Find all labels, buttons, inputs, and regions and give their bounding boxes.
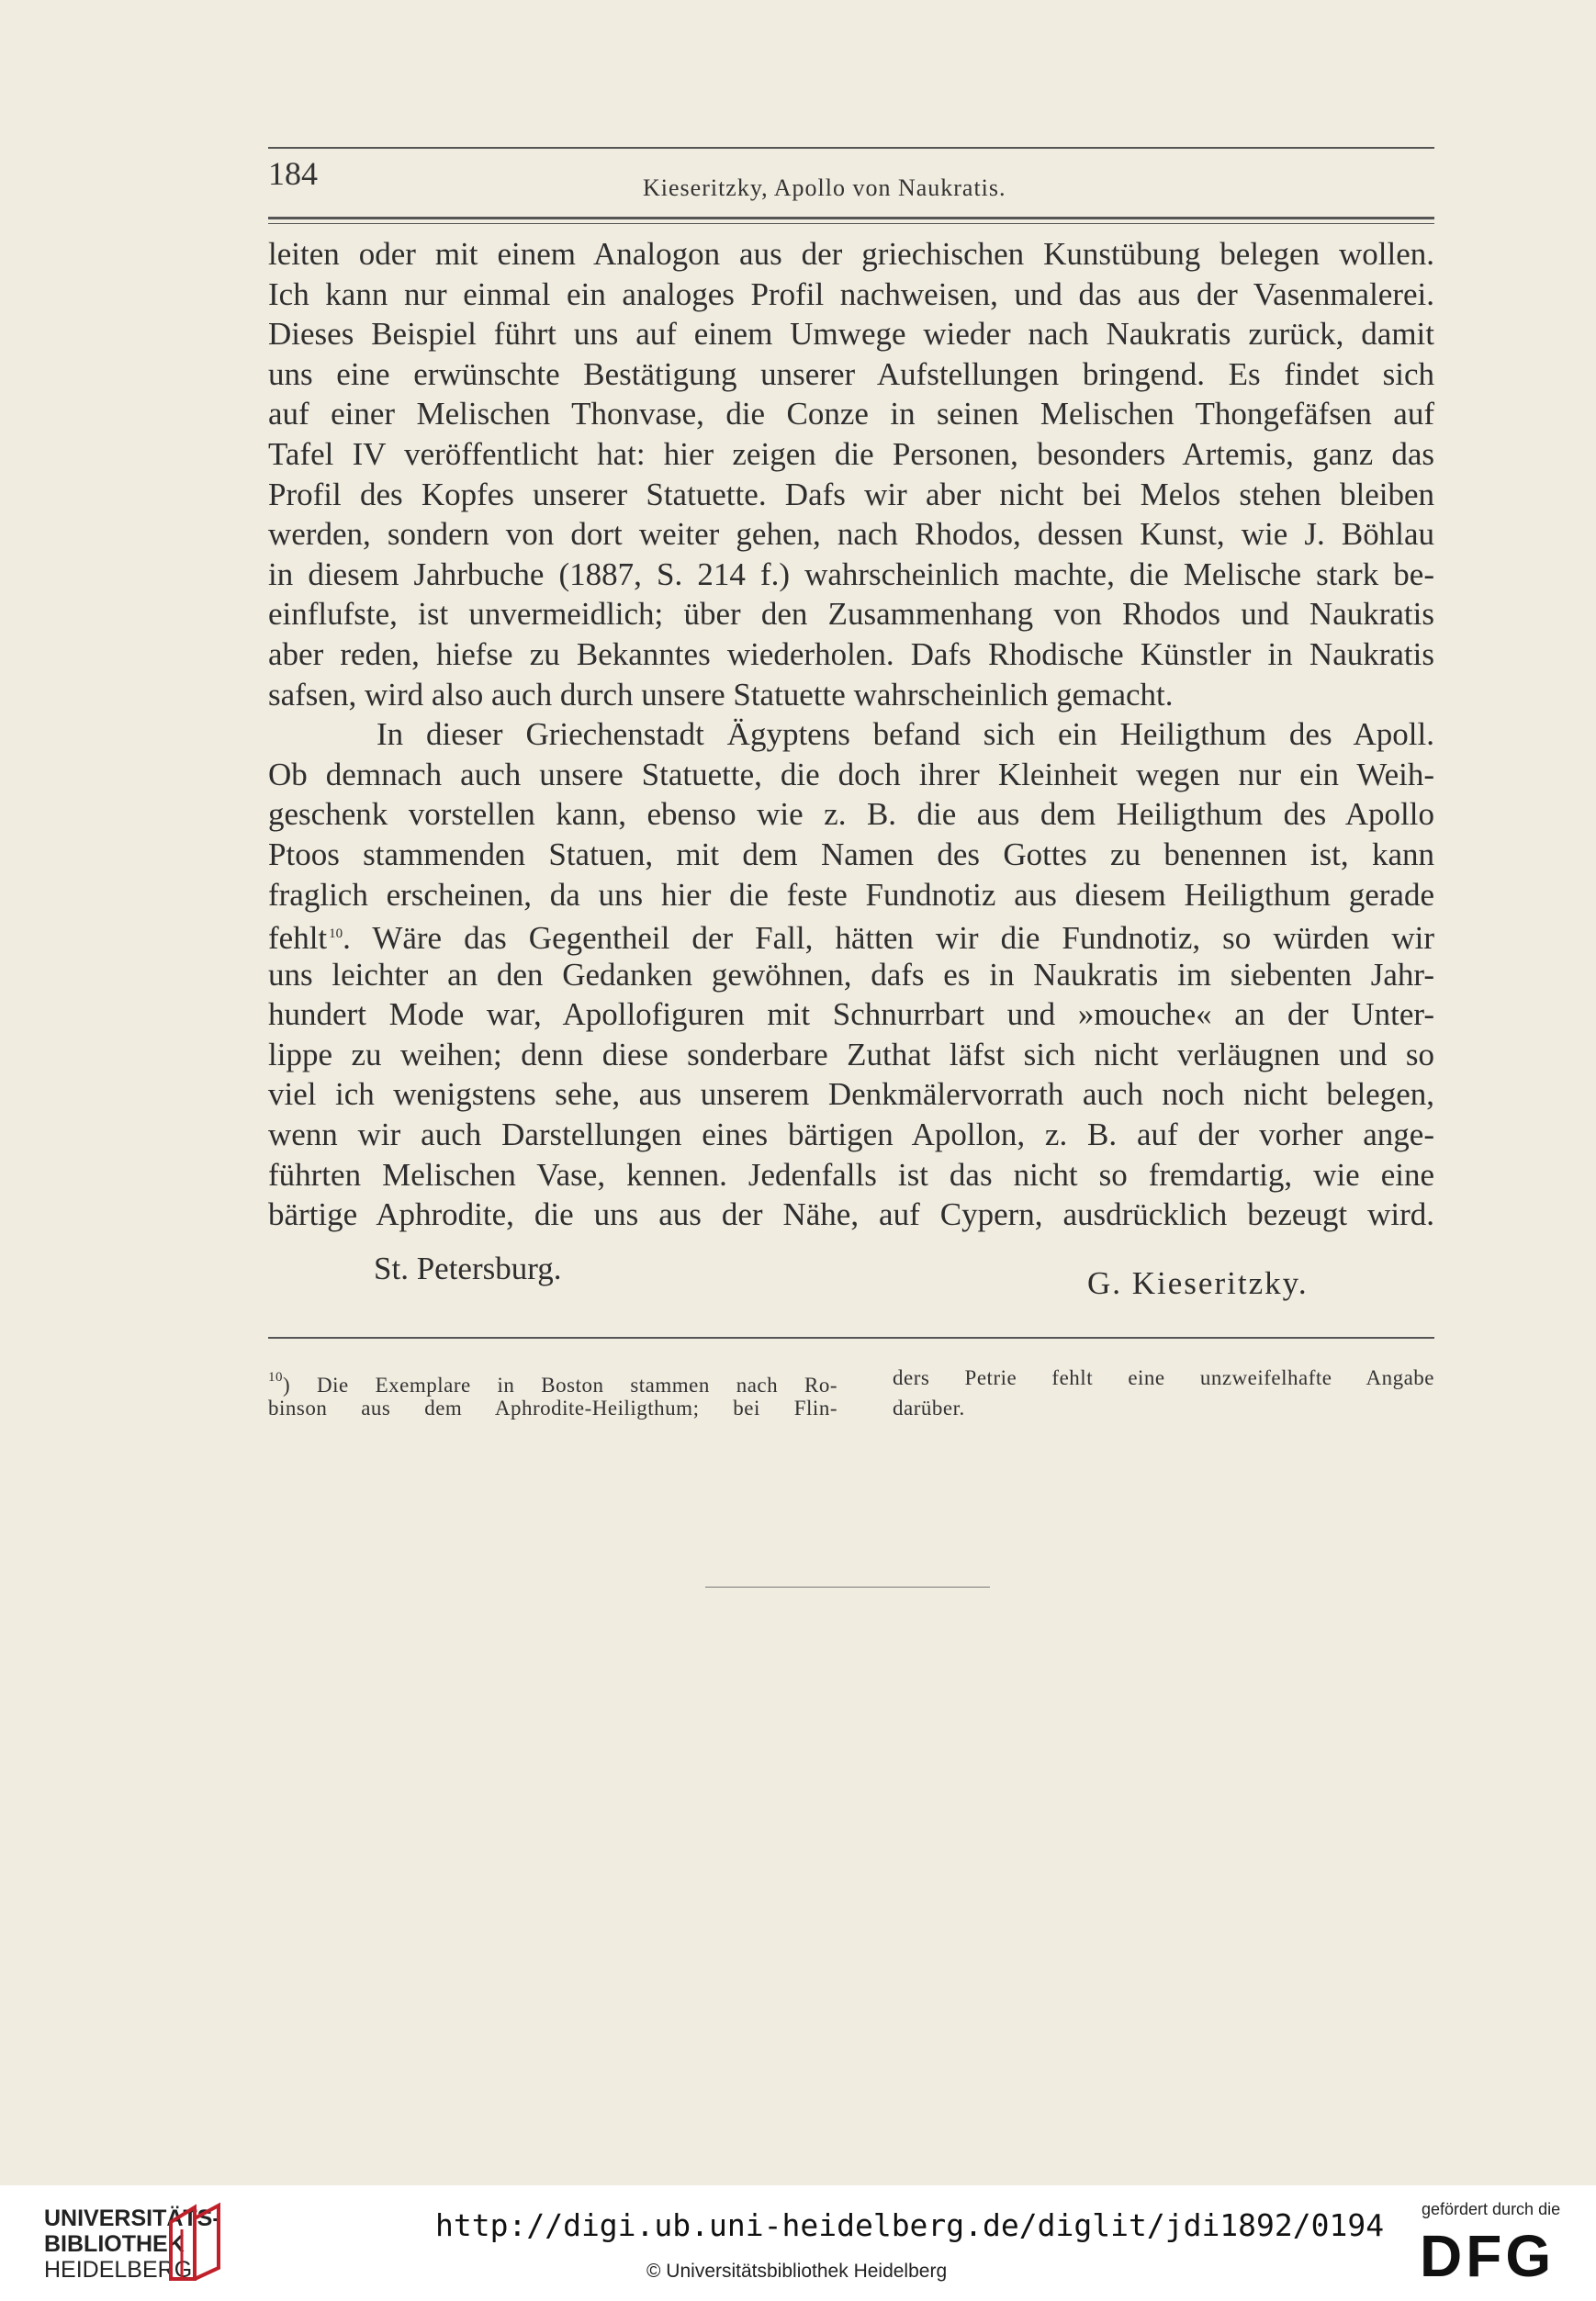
- footnote-left-column: [268, 1363, 837, 1423]
- body-line: Ich kann nur einmal ein analoges Profil nachweisen, und das aus der Vasenmalerei.: [268, 275, 1434, 312]
- header-rule-bottom-thin: [268, 223, 1434, 224]
- footnote-separator: [268, 1337, 1434, 1339]
- footnote-line: $^{10}$) Die Exemplare in Boston stammen nach Ro-: [268, 1370, 837, 1397]
- body-line: bärtige Aphrodite, die uns aus der Nähe, auf Cypern, ausdrücklich bezeugt wird.: [268, 1196, 1434, 1233]
- body-line: safsen, wird also auch durch unsere Statuette wahrscheinlich gemacht.: [268, 676, 1174, 713]
- body-line: aber reden, hiefse zu Bekanntes wiederholen. Dafs Rhodische Künstler in Naukratis: [268, 635, 1434, 672]
- body-line: fraglich erscheinen, da uns hier die feste Fundnotiz aus diesem Heiligthum gerade: [268, 876, 1434, 913]
- dfg-logo[interactable]: DFG: [1420, 2223, 1556, 2289]
- signature-author: G. Kieseritzky.: [1087, 1265, 1309, 1301]
- end-ornament-rule: [705, 1587, 990, 1588]
- body-line-prefix: fehlt: [268, 920, 328, 957]
- body-line: Tafel IV veröffentlicht hat: hier zeigen die Personen, besonders Artemis, ganz das: [268, 435, 1434, 472]
- body-line: leiten oder mit einem Analogon aus der griechischen Kunstübung belegen wollen.: [268, 236, 1434, 272]
- signature-row: [268, 1251, 1434, 1301]
- library-logo-icon: [163, 2202, 228, 2284]
- footnote-line: darüber.: [893, 1397, 965, 1420]
- body-line: einflufste, ist unvermeidlich; über den Zusammenhang von Rhodos und Naukratis: [268, 596, 1434, 633]
- body-line: werden, sondern von dort weiter gehen, nach Rhodos, dessen Kunst, wie J. Böhlau: [268, 516, 1434, 553]
- library-name-line: HEIDELBERG: [44, 2257, 193, 2283]
- footnote-number: 10: [268, 1370, 283, 1385]
- permalink-url[interactable]: http://digi.ub.uni-heidelberg.de/diglit/jdi1892/0194: [435, 2207, 1385, 2243]
- body-line: auf einer Melischen Thonvase, die Conze in seinen Melischen Thongefäfsen auf: [268, 396, 1434, 432]
- body-line: Dieses Beispiel führt uns auf einem Umwege wieder nach Naukratis zurück, damit: [268, 316, 1434, 353]
- header-rule-top: [268, 147, 1434, 149]
- footnote-line: binson aus dem Aphrodite-Heiligthum; bei Flin-: [268, 1397, 837, 1420]
- body-line-rest: Wäre das Gegentheil der Fall, hätten wir die Fundnotiz, so würden wir: [372, 920, 1434, 957]
- running-title: Kieseritzky, Apollo von Naukratis.: [643, 174, 1006, 201]
- body-line: In dieser Griechenstadt Ägyptens befand sich ein Heiligthum des Apoll.: [377, 716, 1434, 753]
- body-line-with-footnote: fehlt $^{10}$. Wäre das Gegentheil der Fall, hätten wir die Fundnotiz, so würden wir: [268, 920, 1434, 957]
- footnote-reference[interactable]: 10: [329, 926, 343, 942]
- header-rule-bottom: [268, 217, 1434, 219]
- footnote-right-column: [893, 1363, 1434, 1423]
- body-line: viel ich wenigstens sehe, aus unserem Denkmälervorrath auch noch nicht belegen,: [268, 1076, 1434, 1113]
- article-body: [268, 234, 1434, 1235]
- body-line: hundert Mode war, Apollofiguren mit Schnurrbart und »mouche« an der Unter-: [268, 996, 1434, 1033]
- body-line: uns eine erwünschte Bestätigung unserer Aufstellungen bringend. Es findet sich: [268, 355, 1434, 392]
- body-line: wenn wir auch Darstellungen eines bärtigen Apollon, z. B. auf der vorher ange-: [268, 1117, 1434, 1153]
- library-name-line: UNIVERSITÄTS-: [44, 2206, 220, 2231]
- body-line: lippe zu weihen; denn diese sonderbare Zuthat läfst sich nicht verläugnen und so: [268, 1036, 1434, 1072]
- library-name-line: BIBLIOTHEK: [44, 2231, 185, 2257]
- body-line: Profil des Kopfes unserer Statuette. Dafs wir aber nicht bei Melos stehen bleiben: [268, 476, 1434, 512]
- digitization-footer: [0, 2185, 1596, 2301]
- copyright-notice: © Universitätsbibliothek Heidelberg: [646, 2261, 948, 2282]
- body-line: in diesem Jahrbuche (1887, S. 214 f.) wahrscheinlich machte, die Melische stark be-: [268, 556, 1434, 592]
- body-line: Ptoos stammenden Statuen, mit dem Namen des Gottes zu benennen ist, kann: [268, 836, 1434, 872]
- body-line: uns leichter an den Gedanken gewöhnen, dafs es in Naukratis im siebenten Jahr-: [268, 956, 1434, 993]
- signature-place: St. Petersburg.: [374, 1251, 562, 1286]
- body-line: führten Melischen Vase, kennen. Jedenfalls ist das nicht so fremdartig, wie eine: [268, 1156, 1434, 1193]
- body-line: Ob demnach auch unsere Statuette, die doch ihrer Kleinheit wegen nur ein Weih-: [268, 756, 1434, 792]
- footnote-line: ders Petrie fehlt eine unzweifelhafte Angabe: [893, 1366, 1434, 1389]
- funder-caption: gefördert durch die: [1422, 2200, 1561, 2218]
- body-line: geschenk vorstellen kann, ebenso wie z. B. die aus dem Heiligthum des Apollo: [268, 796, 1434, 833]
- page-number: 184: [268, 155, 318, 192]
